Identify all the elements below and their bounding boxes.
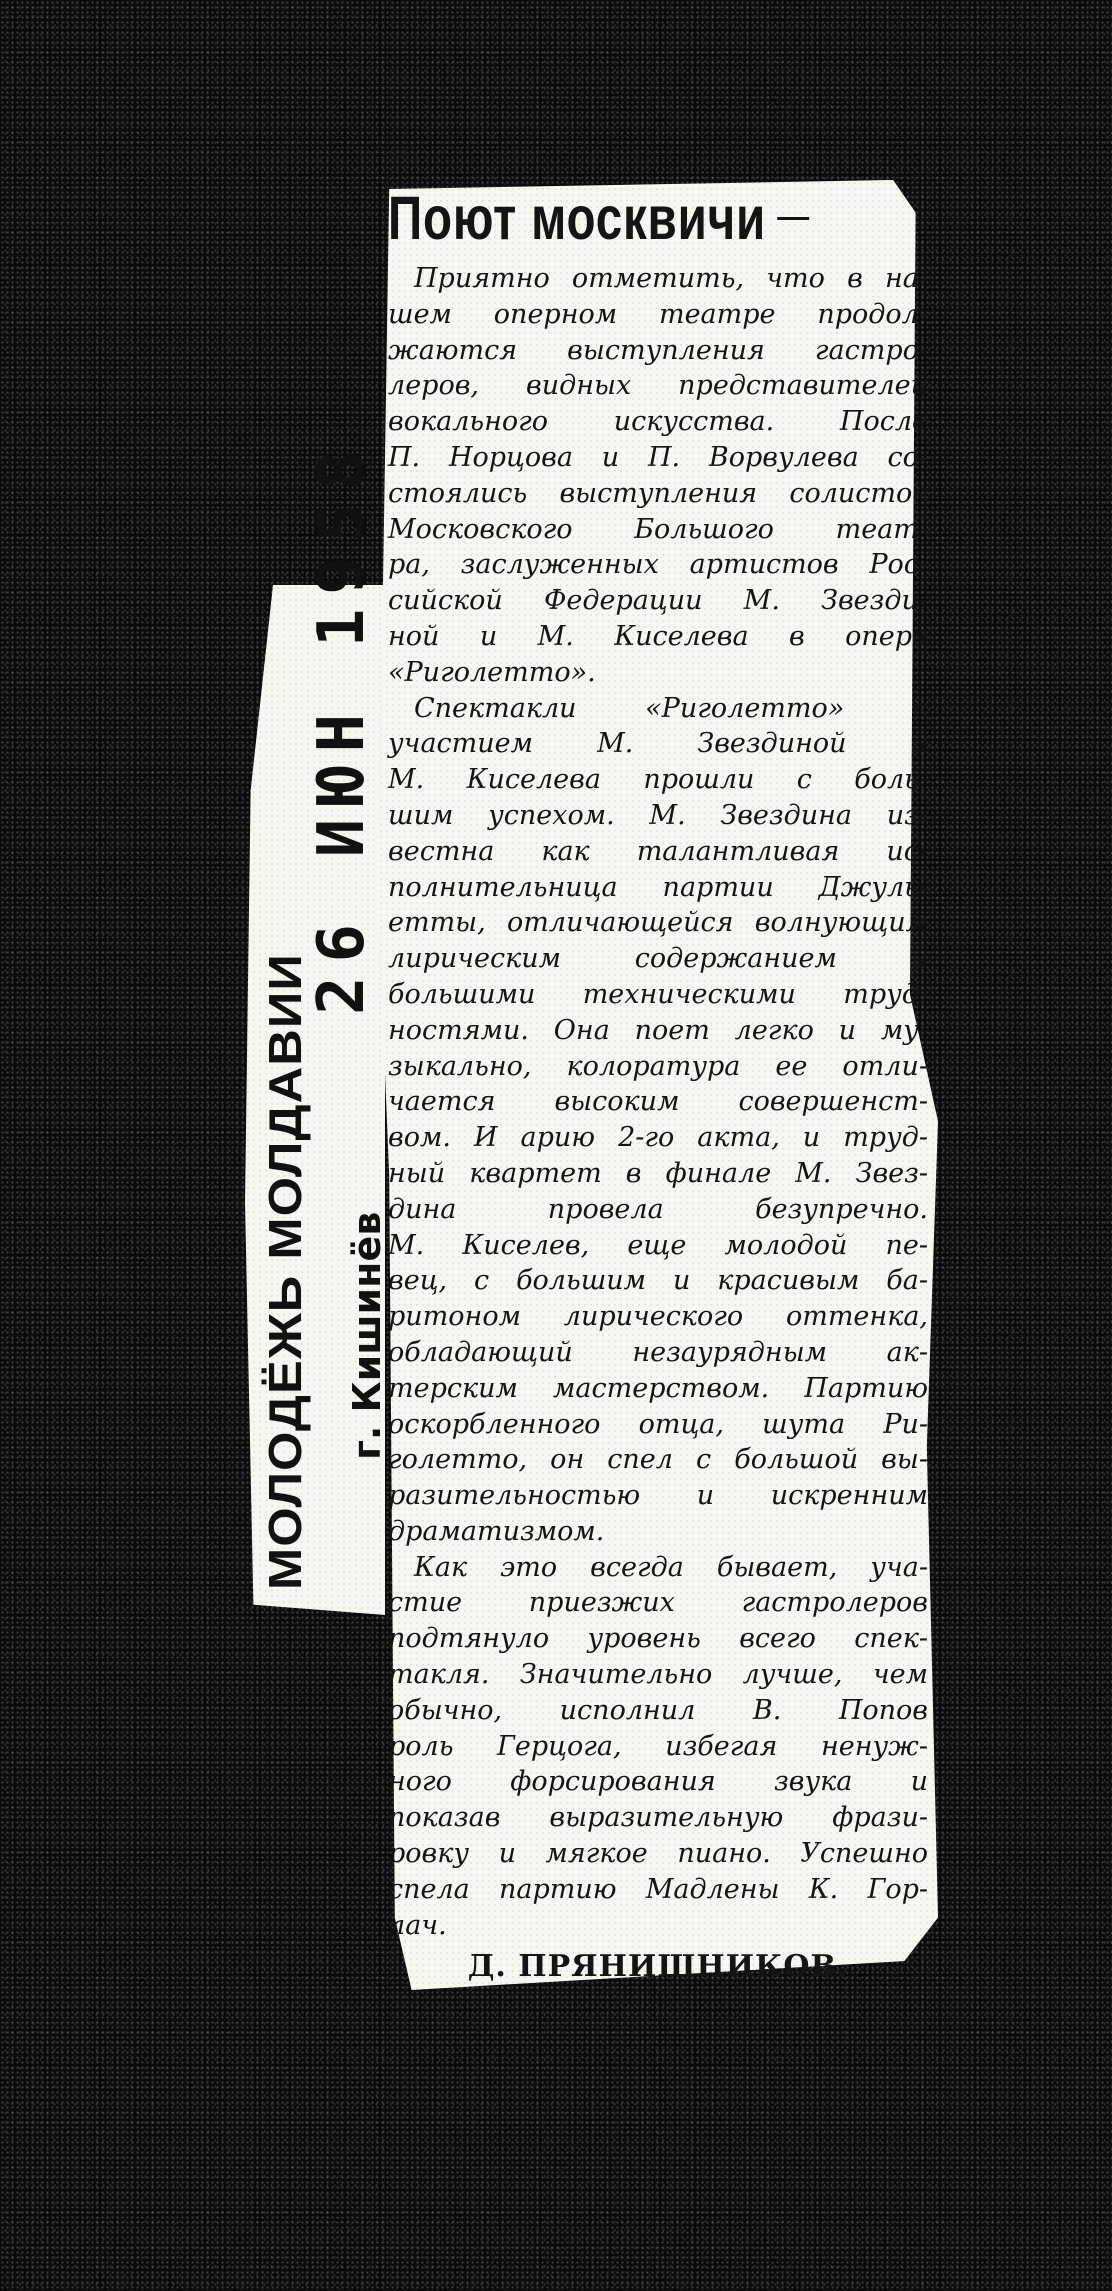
headline-rule [777, 217, 809, 220]
article-line: Спектакли «Риголетто» с [414, 692, 928, 724]
article-line: Приятно отметить, что в на- [414, 263, 928, 294]
article-line: чается высоким совершенст- [388, 1086, 928, 1118]
article-line: лирическим содержанием и [388, 943, 928, 975]
article-signature: Д. ПРЯНИШНИКОВ. [467, 1949, 849, 1985]
article-line: дина провела безупречно. [388, 1193, 928, 1225]
article-paragraph [388, 1550, 928, 1944]
article-line: ностями. Она поет легко и му- [388, 1014, 928, 1046]
article-line: обычно, исполнил В. Попов [388, 1694, 928, 1726]
article-line: разительностью и искренним [388, 1480, 928, 1512]
article-headline [388, 183, 809, 253]
headline-text: Поют москвичи [388, 184, 767, 252]
article-line: стоялись выступления солистов [388, 477, 928, 509]
article-line: леров, видных представителей [388, 370, 928, 402]
article-body [388, 261, 928, 1943]
article-paragraph [388, 261, 928, 691]
article-paragraph [388, 691, 928, 1550]
article-line: М. Киселев, еще молодой пе- [388, 1229, 928, 1261]
article-line: стие приезжих гастролеров [388, 1587, 928, 1619]
article-line: большими техническими труд- [388, 978, 928, 1010]
article-line: вец, с большим и красивым ба- [388, 1265, 928, 1297]
stamp-newspaper-name: МОЛОДЁЖЬ МОЛДАВИИ [259, 953, 311, 1590]
article-line: вокального искусства. После [388, 406, 928, 438]
article-line: жаются выступления гастро- [388, 334, 928, 366]
article-line: голетто, он спел с большой вы- [388, 1444, 928, 1476]
article-line: обладающий незаурядным ак- [388, 1336, 928, 1368]
article-line: вестна как талантливая ис- [388, 835, 928, 867]
article-line: ровку и мягкое пиано. Успешно [388, 1838, 928, 1870]
article-line: участием М. Звездиной и [388, 728, 928, 760]
article-line: зыкально, колоратура ее отли- [388, 1050, 928, 1082]
article-line: шем оперном театре продол- [388, 298, 928, 330]
article [388, 183, 928, 1984]
article-line: ный квартет в финале М. Звез- [388, 1157, 928, 1189]
article-line: оскорбленного отца, шута Ри- [388, 1408, 928, 1440]
article-line: сийской Федерации М. Звезди- [388, 585, 928, 617]
article-line: роль Герцога, избегая ненуж- [388, 1730, 928, 1762]
article-line: вом. И арию 2-го акта, и труд- [388, 1122, 928, 1154]
article-line: спела партию Мадлены К. Гор- [388, 1873, 928, 1905]
article-line: етты, отличающейся волнующим [388, 907, 928, 939]
article-line: ной и М. Киселева в опере [388, 620, 928, 652]
article-line: показав выразительную фрази- [388, 1802, 928, 1834]
article-line: терским мастерством. Партию [388, 1372, 928, 1404]
article-line: ного форсирования звука и [388, 1766, 928, 1798]
article-line: П. Норцова и П. Ворвулева со- [388, 441, 928, 473]
stamp-city: г. Кишинёв [345, 1211, 389, 1460]
article-line: Как это всегда бывает, уча- [414, 1551, 928, 1583]
article-line: Московского Большого теат- [388, 513, 928, 545]
article-line: шим успехом. М. Звездина из- [388, 799, 928, 831]
article-line: М. Киселева прошли с боль- [388, 764, 928, 796]
article-line: лач. [388, 1909, 447, 1941]
article-line: «Риголетто». [388, 656, 596, 688]
article-line: драматизмом. [388, 1515, 605, 1547]
article-line: такля. Значительно лучше, чем [388, 1659, 928, 1691]
article-line: ритоном лирического оттенка, [388, 1301, 928, 1333]
stamp-date: 26 ИЮН 1958 [305, 437, 379, 1015]
article-line: подтянуло уровень всего спек- [388, 1623, 928, 1655]
article-line: полнительница партии Джуль- [388, 871, 928, 903]
article-line: ра, заслуженных артистов Рос- [388, 549, 928, 581]
